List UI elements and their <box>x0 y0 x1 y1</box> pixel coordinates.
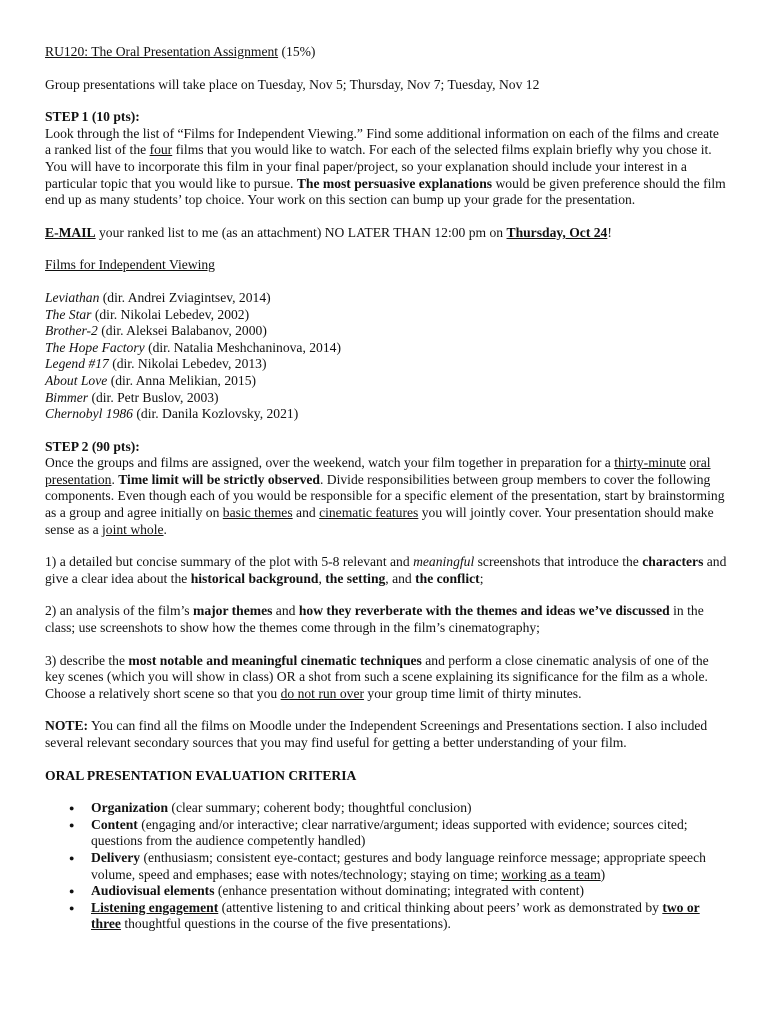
item-text: ; <box>479 570 484 586</box>
step2-text: . <box>111 471 119 487</box>
film-info: (dir. Nikolai Lebedev, 2002) <box>91 306 250 322</box>
film-item <box>45 323 728 340</box>
item-text: in the class; use screenshots to show how the themes come through in the film’s cinematography; <box>45 603 704 636</box>
criteria-text: (engaging and/or interactive; clear narrative/argument; ideas supported with evidence; sources cited; questions from the audience competently handled) <box>91 816 688 849</box>
criteria-text: (enhance presentation without dominating; integrated with content) <box>214 883 585 899</box>
film-title: Chernobyl 1986 <box>45 406 133 422</box>
item-text: 1) a detailed but concise summary of the plot with 5-8 relevant and <box>45 554 414 570</box>
email-end: ! <box>607 224 612 240</box>
criteria-text: thoughtful questions in the course of the five presentations). <box>120 916 451 932</box>
film-title: Legend #17 <box>45 356 109 372</box>
email-text: your ranked list to me (as an attachment) NO LATER THAN 12:00 pm on <box>95 224 507 240</box>
note-text: You can find all the films on Moodle under the Independent Screenings and Presentations section. I also included several relevant secondary sources that you may find useful for getting a better understanding of your film. <box>45 718 708 750</box>
meaningful-italic: meaningful <box>413 554 475 570</box>
item-text: and <box>272 603 299 619</box>
film-title: The Star <box>45 306 92 322</box>
criteria-label: Delivery <box>91 849 141 865</box>
step2-text: Once the groups and films are assigned, over the weekend, watch your film together in preparation for a <box>45 455 615 471</box>
step2-heading: STEP 2 (90 pts): <box>45 438 140 454</box>
criteria-item-audiovisual <box>91 883 728 900</box>
criteria-label: Organization <box>91 800 169 816</box>
criteria-label: Listening engagement <box>91 899 219 915</box>
item-text: your group time limit of thirty minutes. <box>364 685 582 701</box>
criteria-label: Audiovisual elements <box>91 883 215 899</box>
step1-text: would be given preference should the film end up as many students’ top choice. Your work on this section can bump up your grade for the presentation. <box>45 175 726 208</box>
email-label: E-MAIL <box>45 224 96 240</box>
film-item <box>45 307 728 324</box>
oral-presentation-underlined: oral presentation <box>45 455 711 487</box>
criteria-text: (enthusiasm; consistent eye-contact; gestures and body language reinforce message; appropriate speech volume, speed and emphases; ease with notes/technology; staying on time; <box>91 849 706 882</box>
component-item-1 <box>45 554 728 587</box>
email-deadline: Thursday, Oct 24 <box>506 224 608 240</box>
note-paragraph <box>45 718 728 751</box>
criteria-text: (attentive listening to and critical thinking about peers’ work as demonstrated by <box>218 899 663 915</box>
component-item-3 <box>45 653 728 703</box>
four-underlined: four <box>149 142 173 158</box>
criteria-label: Content <box>91 816 138 832</box>
time-limit-bold: Time limit will be strictly observed <box>118 471 320 487</box>
film-title: Bimmer <box>45 389 89 405</box>
note-label: NOTE: <box>45 718 89 734</box>
criteria-list <box>45 800 728 933</box>
step2-paragraph <box>45 455 728 538</box>
film-title: Brother-2 <box>45 323 98 339</box>
email-instruction <box>45 225 728 242</box>
joint-whole-underlined: joint whole <box>102 521 164 537</box>
conflict-bold: the conflict <box>415 570 480 586</box>
film-item <box>45 356 728 373</box>
item-text: , and <box>385 570 416 586</box>
criteria-item-delivery <box>91 850 728 883</box>
step1-paragraph <box>45 126 728 209</box>
film-info: (dir. Natalia Meshchaninova, 2014) <box>144 339 341 355</box>
item-text: screenshots that introduce the <box>474 554 643 570</box>
step2-text: and <box>292 505 320 521</box>
film-item <box>45 390 728 407</box>
step1-text: films that you would like to watch. For each of the selected films explain briefly why you chose it. You will have to incorporate this film in your final paper/project, so your explanation should include your interest in a particular topic that you would like to pursue. <box>45 142 712 191</box>
characters-bold: characters <box>642 554 704 570</box>
thirty-minute-underlined: thirty-minute <box>614 455 686 471</box>
film-title: The Hope Factory <box>45 339 145 355</box>
presentation-dates: Group presentations will take place on Tuesday, Nov 5; Thursday, Nov 7; Tuesday, Nov 12 <box>45 76 540 92</box>
assignment-document <box>45 44 728 933</box>
film-item <box>45 290 728 307</box>
reverberate-bold: how they reverberate with the themes and ideas we’ve discussed <box>298 603 670 619</box>
criteria-text: (clear summary; coherent body; thoughtful conclusion) <box>168 800 472 816</box>
film-title: About Love <box>45 372 108 388</box>
film-item <box>45 373 728 390</box>
film-item <box>45 340 728 357</box>
item-text: , <box>318 570 326 586</box>
cinematic-features-underlined: cinematic features <box>319 505 419 521</box>
film-info: (dir. Andrei Zviagintsev, 2014) <box>99 289 271 305</box>
film-info: (dir. Petr Buslov, 2003) <box>88 389 219 405</box>
historical-background-bold: historical background <box>190 570 319 586</box>
film-info: (dir. Danila Kozlovsky, 2021) <box>132 406 299 422</box>
document-header <box>45 44 728 61</box>
item-text: 2) an analysis of the film’s <box>45 603 193 619</box>
basic-themes-underlined: basic themes <box>222 505 293 521</box>
criteria-text: ) <box>600 866 606 882</box>
major-themes-bold: major themes <box>193 603 273 619</box>
film-info: (dir. Aleksei Balabanov, 2000) <box>97 323 267 339</box>
setting-bold: the setting <box>325 570 386 586</box>
film-info: (dir. Anna Melikian, 2015) <box>107 372 257 388</box>
course-title: RU120: The Oral Presentation Assignment <box>45 44 279 59</box>
do-not-run-over-underlined: do not run over <box>280 685 365 701</box>
step1-heading: STEP 1 (10 pts): <box>45 109 140 125</box>
criteria-item-organization <box>91 800 728 817</box>
two-or-three-bold: two or three <box>91 899 700 932</box>
step2-text: . <box>163 521 167 537</box>
component-item-2 <box>45 603 728 636</box>
persuasive-bold: The most persuasive explanations <box>296 175 493 191</box>
item-text: and perform a close cinematic analysis of one of the key scenes (which you will show in class) OR a shot from such a scene explaining its significance for the film as a whole. Choose a relatively short scene so that you <box>45 652 709 701</box>
film-info: (dir. Nikolai Lebedev, 2013) <box>108 356 267 372</box>
step2-text: you will jointly cover. Your presentation should make sense as a <box>45 505 714 537</box>
item-text: and give a clear idea about the <box>45 554 727 586</box>
item-text: 3) describe the <box>45 652 129 668</box>
criteria-item-content <box>91 817 728 850</box>
step1-text: Look through the list of “Films for Independent Viewing.” Find some additional information on each of the films and create a ranked list of the <box>45 125 719 158</box>
criteria-item-listening <box>91 900 728 933</box>
working-as-team-underlined: working as a team <box>501 866 601 882</box>
films-list <box>45 290 728 423</box>
assignment-weight: (15%) <box>278 44 316 59</box>
step2-text: . Divide responsibilities between group members to cover the following components. Even though each of you would be responsible for a specific element of the presentation, start by brainstorming as a group and agree initially on <box>45 471 725 521</box>
cinematic-techniques-bold: most notable and meaningful cinematic techniques <box>128 652 422 668</box>
film-title: Leviathan <box>45 289 100 305</box>
films-heading: Films for Independent Viewing <box>45 257 215 273</box>
film-item <box>45 406 728 423</box>
criteria-heading: ORAL PRESENTATION EVALUATION CRITERIA <box>45 767 357 783</box>
